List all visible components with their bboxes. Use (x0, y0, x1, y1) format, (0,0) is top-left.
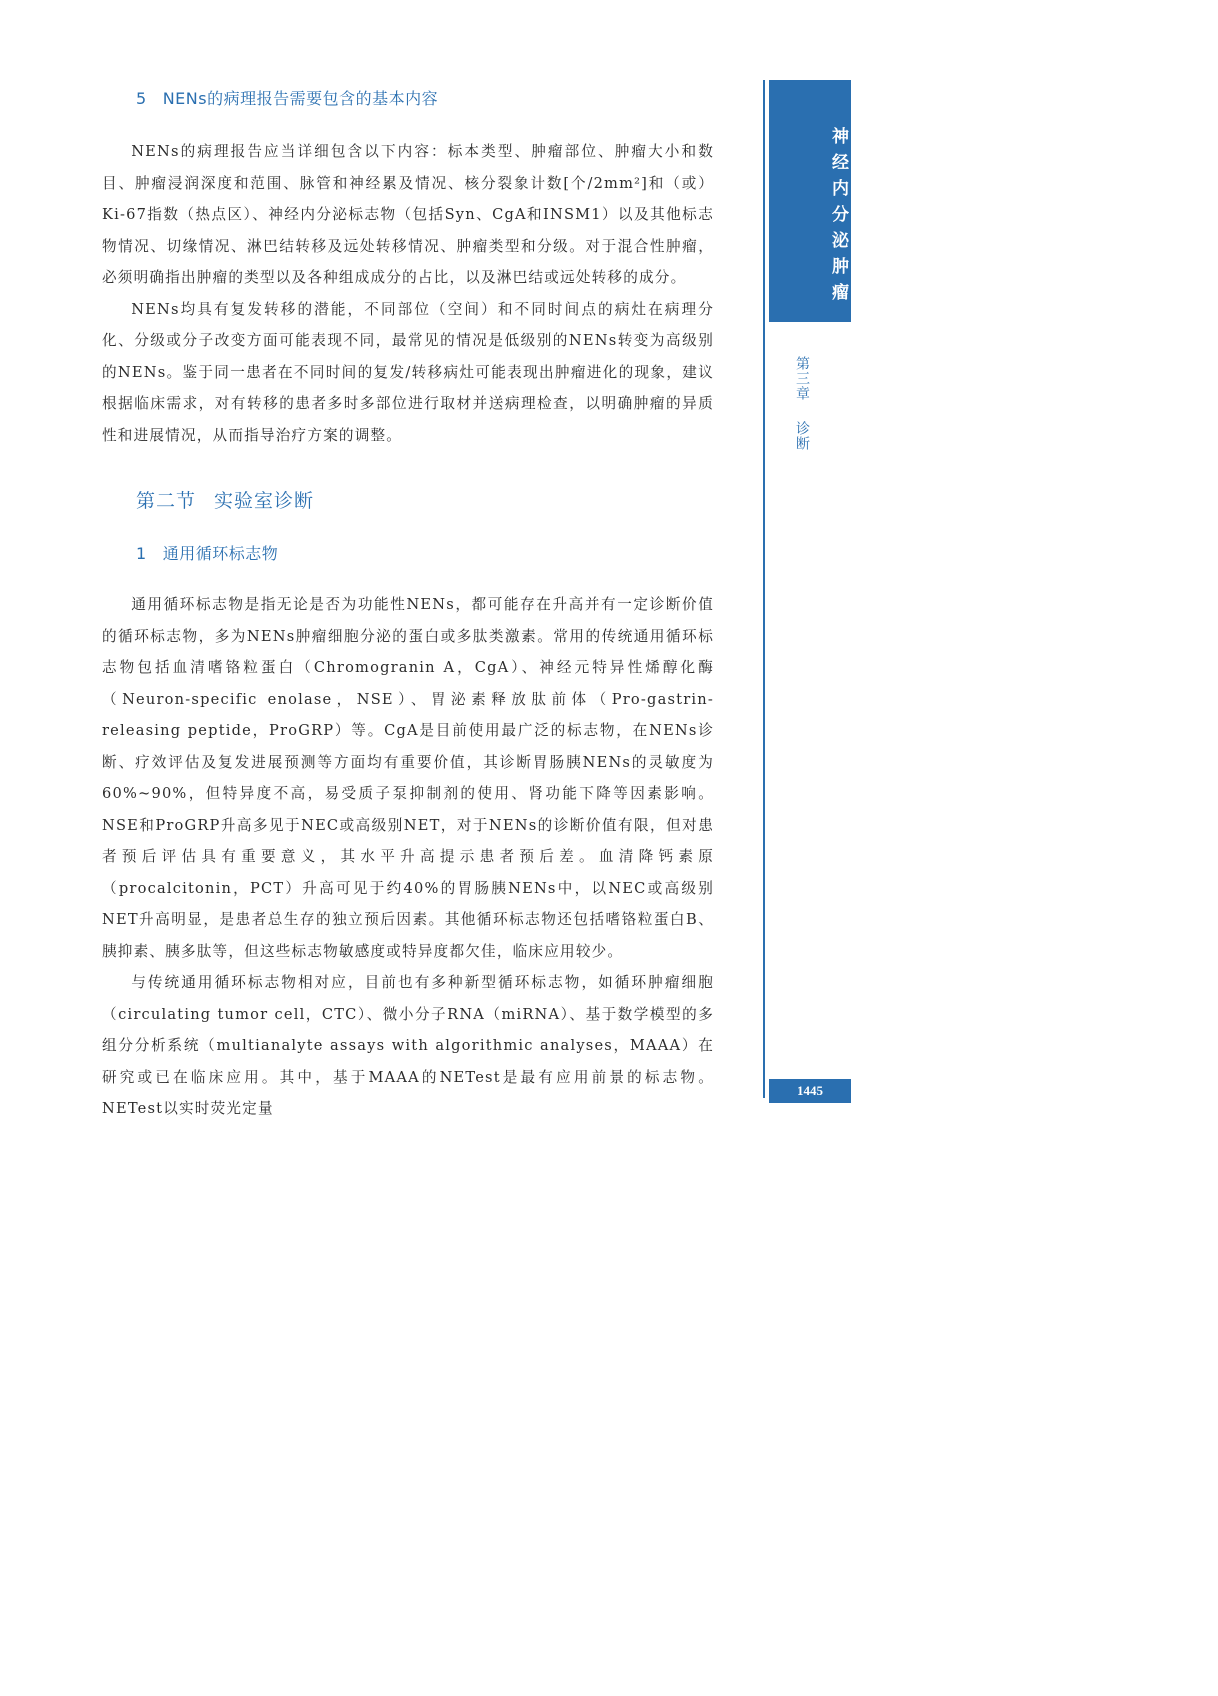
section-heading (136, 481, 714, 521)
paragraph: 通用循环标志物是指无论是否为功能性NENs，都可能存在升高并有一定诊断价值的循环标志物，多为NENs肿瘤细胞分泌的蛋白或多肽类激素。常用的传统通用循环标志物包括血清嗜铬粒蛋白（Chromogranin A，CgA）、神经元特异性烯醇化酶（Neuron-specific enolase，NSE）、胃泌素释放肽前体（Pro-gastrin-releasing peptide，ProGRP）等。CgA是目前使用最广泛的标志物，在NENs诊断、疗效评估及复发进展预测等方面均有重要价值，其诊断胃肠胰NENs的灵敏度为60%~90%，但特异度不高，易受质子泵抑制剂的使用、肾功能下降等因素影响。NSE和ProGRP升高多见于NEC或高级别NET，对于NENs的诊断价值有限，但对患者预后评估具有重要意义，其水平升高提示患者预后差。血清降钙素原（procalcitonin，PCT）升高可见于约40%的胃肠胰NENs中，以NEC或高级别NET升高明显，是患者总生存的独立预后因素。其他循环标志物还包括嗜铬粒蛋白B、胰抑素、胰多肽等，但这些标志物敏感度或特异度都欠佳，临床应用较少。 (102, 596, 714, 960)
subsection-title: 通用循环标志物 (162, 544, 279, 563)
paragraph: NENs的病理报告应当详细包含以下内容：标本类型、肿瘤部位、肿瘤大小和数目、肿瘤浸润深度和范围、脉管和神经累及情况、核分裂象计数[个/2mm²]和（或）Ki-67指数（热点区）、神经内分泌标志物（包括Syn、CgA和INSM1）以及其他标志物情况、切缘情况、淋巴结转移及远处转移情况、肿瘤类型和分级。对于混合性肿瘤，必须明确指出肿瘤的类型以及各种组成成分的占比，以及淋巴结或远处转移的成分。 (102, 143, 714, 286)
main-content (102, 88, 714, 1125)
chapter-name: 诊断 (794, 421, 810, 451)
paragraph: NENs均具有复发转移的潜能，不同部位（空间）和不同时间点的病灶在病理分化、分级或分子改变方面可能表现不同，最常见的情况是低级别的NENs转变为高级别的NENs。鉴于同一患者在不同时间的复发/转移病灶可能表现出肿瘤进化的现象，建议根据临床需求，对有转移的患者多时多部位进行取材并送病理检查，以明确肿瘤的异质性和进展情况，从而指导治疗方案的调整。 (102, 300, 714, 444)
page-number: 1445 (769, 1079, 851, 1103)
margin-divider-line (763, 80, 765, 1098)
subsection-number: 5 (136, 89, 147, 108)
chapter-tab-label: 神经内分泌肿瘤 (828, 127, 848, 309)
subsection-heading-5 (136, 88, 714, 110)
section-number: 第二节 (136, 490, 197, 512)
chapter-marker (792, 356, 812, 451)
paragraph: 与传统通用循环标志物相对应，目前也有多种新型循环标志物，如循环肿瘤细胞（circulating tumor cell，CTC）、微小分子RNA（miRNA）、基于数学模型的多组分分析系统（multianalyte assays with algorithmic analyses，MAAA）在研究或已在临床应用。其中，基于MAAA的NETest是最有应用前景的标志物。NETest以实时荧光定量 (102, 974, 714, 1117)
subsection-title: NENs的病理报告需要包含的基本内容 (162, 89, 439, 108)
section-title: 实验室诊断 (214, 490, 315, 512)
chapter-tab (769, 80, 851, 322)
chapter-label: 第三章 (794, 356, 810, 401)
subsection-number: 1 (136, 544, 147, 563)
subsection-heading-1 (136, 541, 714, 567)
